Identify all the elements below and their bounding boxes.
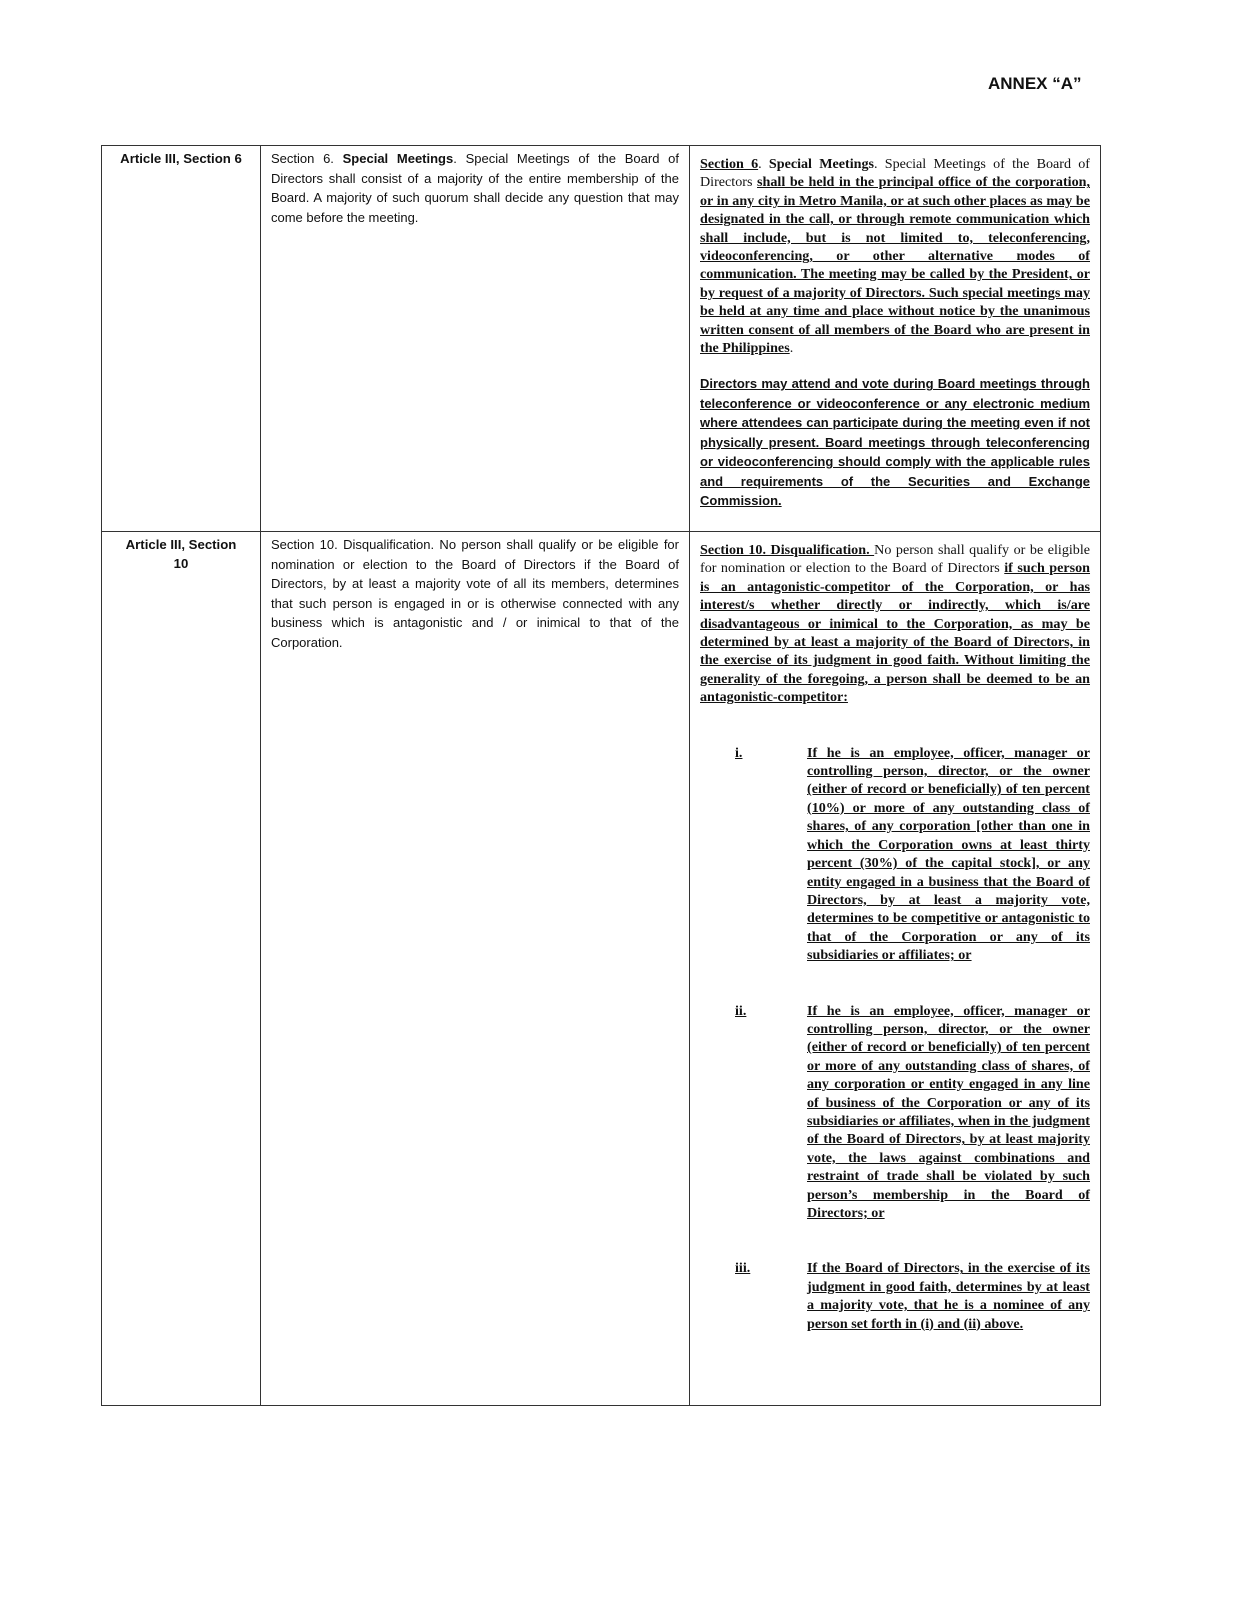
article-label-line-2: 10 <box>173 556 189 571</box>
table-row-section-6 <box>102 146 1101 532</box>
list-item-number: iii. <box>735 1260 751 1277</box>
new-section-heading: Special Meetings <box>768 156 874 172</box>
old-provision-cell <box>261 146 690 532</box>
new-section-heading: Section 10. Disqualification. <box>700 542 875 558</box>
old-provision-text: Section 10. Disqualification. No person shall qualify or be eligible for nomination or election to the Board of Directors if the Board of Directors, by at least a majority vote of all its members, determines that such person is engaged in or is otherwise connected with any business which is antagonistic and / or inimical to that of the Corporation. <box>271 537 679 650</box>
list-item-number: i. <box>735 744 743 761</box>
article-label: Article III, Section 6 <box>120 151 242 166</box>
article-cell <box>102 532 261 1406</box>
new-provision-paragraph <box>690 532 1100 707</box>
list-item <box>690 1259 1100 1333</box>
old-section-heading: Special Meetings <box>342 151 454 166</box>
old-section-prefix: Section 6. <box>271 151 343 166</box>
new-provision-paragraph <box>690 146 1100 357</box>
annex-title: ANNEX “A” <box>988 74 1082 93</box>
new-section-number: Section 6 <box>700 156 759 172</box>
list-item-text: If he is an employee, officer, manager or controlling person, director, or the owner (either of record or beneficially) of ten percent (10%) or more of any outstanding class of shares, of any corporation [other than one in which the Corporation owns at least thirty percent (30%) of the capital stock], or any entity engaged in a business that the Board of Directors, by at least a majority vote, determines to be competitive or antagonistic to that of the Corporation or any of its subsidiaries or affiliates; or <box>807 744 1090 964</box>
new-provision-paragraph-2: Directors may attend and vote during Board meetings through teleconference or videoconference or any electronic medium where attendees can participate during the meeting even if not physically present. Board meetings through teleconferencing or videoconferencing should comply with the applicable rules and requirements of the Securities and Exchange Commission. <box>700 376 1090 508</box>
list-item-text: If the Board of Directors, in the exercise of its judgment in good faith, determines by at least a majority vote, that he is a nominee of any person set forth in (i) and (ii) above. <box>807 1260 1090 1332</box>
new-section-amendment: shall be held in the principal office of the corporation, or in any city in Metro Manila, or at such other places as may be designated in the call, or through remote communication which shall include, but is not limited to, teleconferencing, videoconferencing, or other alternative modes of communication. The meeting may be called by the President, or by request of a majority of Directors. Such special meetings may be held at any time and place without notice by the unanimous written consent of all members of the Board who are present in the Philippines <box>700 174 1090 357</box>
old-provision-text <box>261 146 689 227</box>
old-section-body: . Special Meetings of the Board of Directors shall consist of a majority of the entire membership of the Board. A majority of such quorum shall decide any question that may come before the meeting. <box>271 151 679 225</box>
list-item-number: ii. <box>735 1002 747 1019</box>
new-section-end: . <box>789 340 794 357</box>
old-provision-cell <box>261 532 690 1406</box>
new-provision-cell <box>690 532 1101 1406</box>
list-item <box>690 744 1100 965</box>
article-label <box>102 532 260 573</box>
article-label-line-1: Article III, Section <box>125 537 237 552</box>
new-section-lead: . Special Meetings of the Board of Directors <box>700 156 1090 191</box>
new-section-amendment: if such person is an antagonistic-competitor of the Corporation, or has interest/s whether directly or indirectly, which is/are disadvantageous or inimical to the Corporation, as may be determined by at least a majority of the Board of Directors, in the exercise of its judgment in good faith. Without limiting the generality of the foregoing, a person shall be deemed to be an antagonistic-competitor: <box>700 560 1091 706</box>
table-row-section-10 <box>102 532 1101 1406</box>
article-cell <box>102 146 261 532</box>
new-section-lead: No person shall qualify or be eligible for nomination or election to the Board of Directors <box>700 542 1091 577</box>
new-section-dot: . <box>758 156 769 172</box>
list-item <box>690 1002 1100 1223</box>
comparison-table <box>101 145 1101 1406</box>
list-item-text: If he is an employee, officer, manager or controlling person, director, or the owner (either of record or beneficially) of ten percent or more of any outstanding class of shares, of any corporation or entity engaged in any line of business of the Corporation or any of its subsidiaries or affiliates, when in the judgment of the Board of Directors, by at least majority vote, the laws against combinations and restraint of trade shall be violated by such person’s membership in the Board of Directors; or <box>807 1002 1090 1221</box>
new-provision-cell <box>690 146 1101 532</box>
